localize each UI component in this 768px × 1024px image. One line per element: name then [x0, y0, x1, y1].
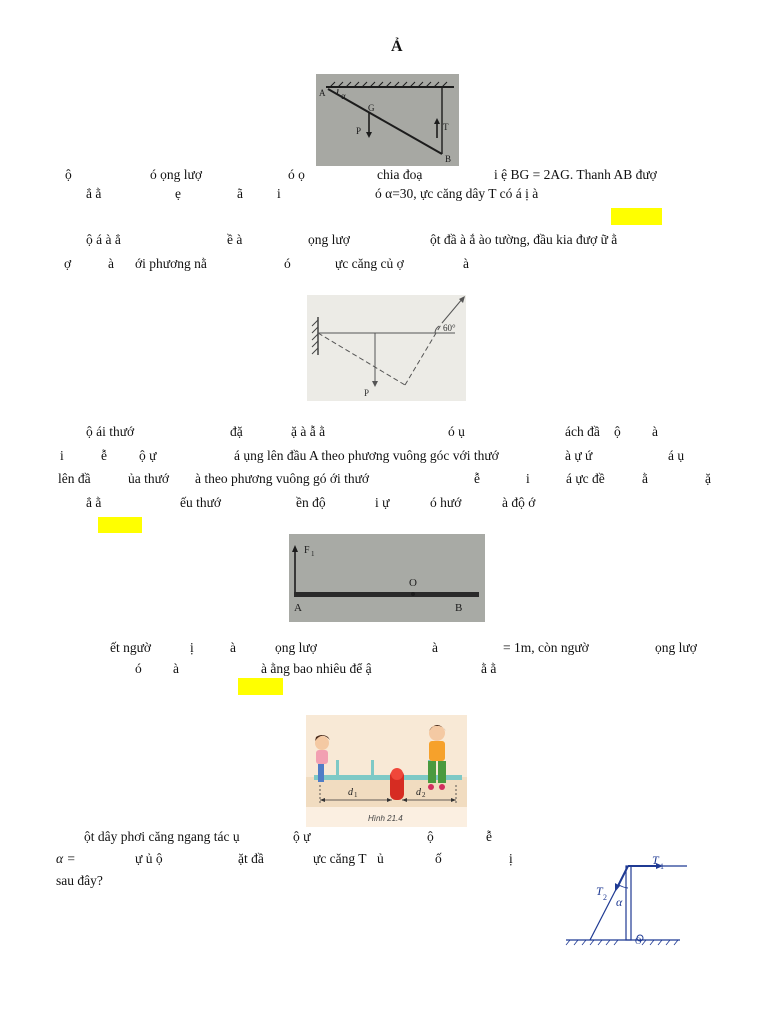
text-fragment: ị: [190, 640, 194, 655]
text-fragment: ó ọng lượ: [150, 167, 202, 182]
figure-caption: Hình 21.4: [368, 814, 403, 823]
text-fragment: sau đây?: [56, 873, 103, 888]
text-fragment: đặ: [230, 424, 243, 439]
label-alpha: α: [341, 91, 346, 101]
text-fragment: à: [652, 424, 658, 439]
label-alpha: α: [616, 895, 623, 909]
text-fragment: ộ ự: [293, 829, 311, 844]
text-fragment: lên đầ: [58, 471, 91, 486]
label-G: G: [368, 103, 375, 113]
label-d1-sub: 1: [354, 791, 358, 799]
text-fragment: ợ: [64, 256, 72, 271]
text-fragment: à: [230, 640, 236, 655]
text-fragment: à: [108, 256, 114, 271]
text-fragment: i: [60, 448, 64, 463]
text-fragment: ộ á à ẳ: [86, 232, 121, 247]
label-d1: d: [348, 787, 353, 798]
answer-highlight: [238, 678, 283, 695]
text-fragment: ếu thướ: [180, 495, 222, 510]
text-fragment: ền độ: [296, 495, 326, 510]
text-fragment: ó: [135, 661, 142, 676]
text-fragment: ộ: [65, 167, 72, 182]
text-fragment: ặ: [705, 471, 711, 486]
text-fragment: ọng lượ: [275, 640, 317, 655]
text-fragment: á ụng lên đầu A theo phương vuông góc với thướ: [234, 448, 499, 463]
text-fragment: i ệ BG = 2AG. Thanh AB đượ: [494, 167, 657, 182]
text-fragment: ột dây phơi căng ngang tác ụ: [84, 829, 240, 844]
text-fragment: ằ ằ: [481, 661, 497, 676]
text-fragment: ẳ ằ: [86, 495, 102, 510]
text-fragment: ộ: [614, 424, 621, 439]
label-B: B: [445, 154, 452, 164]
label-T: T: [443, 122, 449, 132]
label-d2-sub: 2: [422, 791, 426, 799]
text-fragment: ự ủ ộ: [135, 851, 163, 866]
text-fragment: ó α=30, ực căng dây T có á ị à: [375, 186, 539, 201]
label-T2-sub: 2: [603, 893, 607, 902]
answer-highlight: [98, 517, 142, 533]
label-A: A: [319, 88, 326, 98]
text-fragment: ị: [509, 851, 513, 866]
figure-seesaw: [306, 715, 467, 827]
label-A: A: [294, 602, 302, 614]
label-P: P: [364, 388, 370, 398]
figure-hanging-bar: [316, 74, 459, 166]
page-title: Ả: [391, 38, 403, 55]
text-fragment: ặt đầ: [238, 851, 264, 866]
text-fragment: i ự: [375, 495, 390, 510]
text-fragment: chia đoạ: [377, 167, 423, 182]
text-fragment: á ụ: [668, 448, 685, 463]
text-fragment: ọng lượ: [655, 640, 697, 655]
label-P: P: [356, 126, 362, 136]
label-O: O: [409, 577, 417, 589]
label-T1: T: [652, 853, 659, 867]
answer-highlight: [611, 208, 662, 225]
figure-ruler: [289, 534, 485, 622]
text-fragment: ách đầ: [565, 424, 600, 439]
label-O: O: [635, 936, 642, 946]
text-fragment: ễ: [474, 471, 480, 486]
text-fragment: ộ ự: [139, 448, 157, 463]
text-fragment: ã: [237, 186, 243, 201]
label-F1-sub: 1: [311, 550, 315, 558]
text-fragment: à: [173, 661, 179, 676]
text-fragment: ẳ ằ: [86, 186, 102, 201]
text-fragment: á ực đề: [566, 471, 605, 486]
text-fragment: ó ụ: [448, 424, 465, 439]
text-fragment: ột đầ à ắ ào tường, đầu kia đượ ữ ằ: [430, 232, 618, 247]
text-fragment: ó ọ: [288, 167, 305, 182]
text-fragment: ó hướ: [430, 495, 462, 510]
label-angle: 60°: [443, 323, 456, 333]
text-fragment: ết ngườ: [110, 640, 152, 655]
alpha-symbol: α =: [56, 851, 76, 866]
text-fragment: i: [277, 186, 281, 201]
text-fragment: à ằng bao nhiêu để ậ: [261, 661, 372, 676]
text-fragment: ực căng T: [313, 851, 367, 866]
text-fragment: ộ: [427, 829, 434, 844]
text-fragment: ọng lượ: [308, 232, 350, 247]
text-fragment: ẹ: [175, 186, 181, 201]
text-fragment: à ự ứ: [565, 448, 593, 463]
text-fragment: ủ: [377, 851, 384, 866]
text-fragment: à theo phương vuông gó ới thướ: [195, 471, 370, 486]
label-T1-sub: 1: [660, 862, 664, 871]
text-fragment: à: [432, 640, 438, 655]
text-fragment: ố: [435, 851, 442, 866]
text-fragment: ó: [284, 256, 291, 271]
text-fragment: ủa thướ: [128, 471, 170, 486]
figure-pole-tension: [562, 848, 690, 948]
text-fragment: ề à: [227, 232, 243, 247]
text-fragment: ễ: [486, 829, 492, 844]
text-fragment: ực căng củ ợ: [335, 256, 404, 271]
text-fragment: ễ: [101, 448, 107, 463]
text-fragment: à: [463, 256, 469, 271]
figure-wall-rope: [307, 295, 466, 401]
text-fragment: ặ à ẫ ằ: [291, 424, 326, 439]
text-fragment: i: [526, 471, 530, 486]
label-F1: F: [304, 545, 310, 556]
label-T2: T: [596, 884, 603, 898]
text-fragment: = 1m, còn ngườ: [503, 640, 589, 655]
label-d2: d: [416, 787, 421, 798]
label-B: B: [455, 602, 463, 614]
text-fragment: à độ ớ: [502, 495, 536, 510]
text-fragment: ằ: [642, 471, 648, 486]
text-fragment: ới phương nằ: [135, 256, 207, 271]
text-fragment: ộ ái thướ: [86, 424, 135, 439]
